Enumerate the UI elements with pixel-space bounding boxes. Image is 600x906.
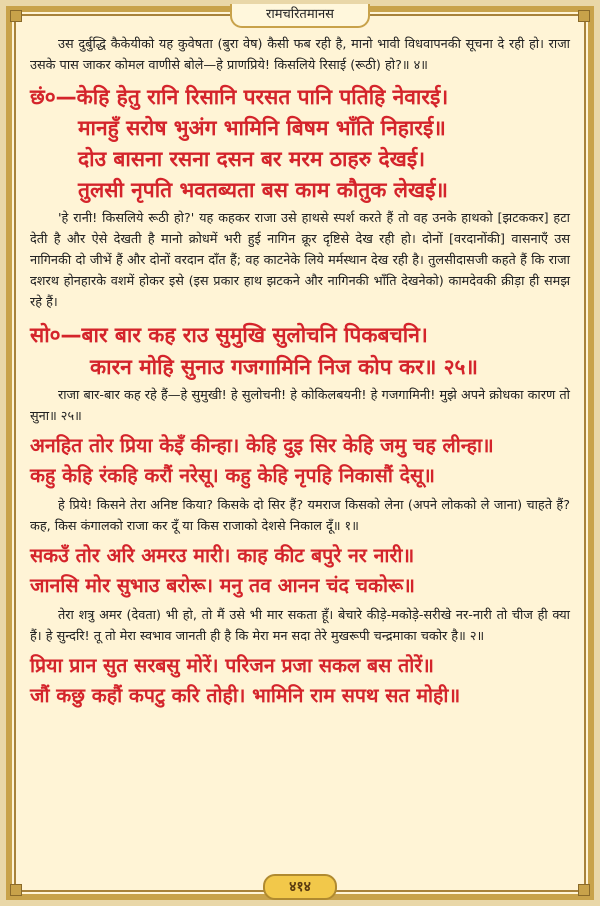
verse-line: मानहुँ सरोष भुअंग भामिनि बिषम भाँति निहारई॥ (78, 116, 446, 140)
corner-ornament-bottom-left (10, 884, 22, 896)
verse-line: सकउँ तोर अरि अमरउ मारी। काह कीट बपुरे नर नारी॥ (30, 544, 415, 567)
verse-line: जानसि मोर सुभाउ बरोरू। मनु तव आनन चंद चकोरू॥ (30, 574, 415, 597)
translation-paragraph: तेरा शत्रु अमर (देवता) भी हो, तो मैं उसे भी मार सकता हूँ। बेचारे कीड़े-मकोड़े-सरीखे नर-नारी तो चीज ही क्या हैं। हे सुन्दरि! तू तो मेरा स्वभाव जानती ही है कि मेरा मन सदा तेरे मुखरूपी चन्द्रमाका चकोर है॥ २॥ (30, 608, 570, 644)
verse-line: दोउ बासना रसना दसन बर मरम ठाहरु देखई। (78, 147, 426, 171)
verse-line: प्रिया प्रान सुत सरबसु मोरें। परिजन प्रजा सकल बस तोरें॥ (30, 654, 434, 677)
corner-ornament-top-right (578, 10, 590, 22)
corner-ornament-bottom-right (578, 884, 590, 896)
chhand-verse (30, 82, 570, 206)
verse-line: तुलसी नृपति भवतब्यता बस काम कौतुक लेखई॥ (78, 178, 449, 202)
corner-ornament-top-left (10, 10, 22, 22)
verse-line: छं०—केहि हेतु रानि रिसानि परसत पानि पतिहि नेवारई। (30, 85, 449, 109)
chaupai-verse (30, 541, 570, 601)
page-number: ४१४ (263, 874, 337, 900)
translation-paragraph: उस दुर्बुद्धि कैकेयीको यह कुवेषता (बुरा वेष) कैसी फब रही है, मानो भावी विधवापनकी सूचना दे रही हो। राजा उसके पास जाकर कोमल वाणीसे बोले—हे प्राणप्रिये! किसलिये रिसाई (रूठी) हो?॥ ४॥ (30, 37, 570, 73)
chaupai-verse (30, 651, 570, 711)
verse-line: कहु केहि रंकहि करौं नरेसू। कहु केहि नृपहि निकासौं देसू॥ (30, 464, 435, 487)
verse-line: सो०—बार बार कह राउ सुमुखि सुलोचनि पिकबचनि। (30, 323, 428, 347)
translation-paragraph: 'हे रानी! किसलिये रूठी हो?' यह कहकर राजा उसे हाथसे स्पर्श करते हैं तो वह उनके हाथको [झटककर] हटा देती है और ऐसे देखती है मानो क्रोधमें भरी हुई नागिन क्रूर दृष्टिसे देख रही हो। दोनों [वरदानोंकी] वासनाएँ उस नागिनकी दो जीभें हैं और दोनों वरदान दाँत हैं; वह काटनेके लिये मर्मस्थान देख रही है। तुलसीदासजी कहते हैं कि राजा दशरथ होनहारके वशमें होकर इसे (इस प्रकार हाथ झटकने और नागिनकी भाँति देखनेको) कामदेवकी क्रीड़ा ही समझ रहे हैं। (30, 211, 570, 310)
running-header: रामचरितमानस (230, 4, 370, 28)
verse-line: अनहित तोर प्रिया केइँ कीन्हा। केहि दुइ सिर केहि जमु चह लीन्हा॥ (30, 434, 494, 457)
translation-paragraph: राजा बार-बार कह रहे हैं—हे सुमुखी! हे सुलोचनी! हे कोकिलबयनी! हे गजगामिनी! मुझे अपने क्रोधका कारण तो सुना॥ २५॥ (30, 388, 570, 424)
verse-line: कारन मोहि सुनाउ गजगामिनि निज कोप कर॥ २५॥ (90, 355, 479, 379)
page-content (30, 34, 570, 715)
chaupai-verse (30, 431, 570, 491)
translation-paragraph: हे प्रिये! किसने तेरा अनिष्ट किया? किसके दो सिर हैं? यमराज किसको लेना (अपने लोकको ले जाना) चाहते हैं? कह, किस कंगालको राजा कर दूँ या किस राजाको देशसे निकाल दूँ॥ १॥ (30, 498, 570, 534)
sortha-verse (30, 319, 570, 383)
verse-line: जौं कछु कहौं कपटु करि तोही। भामिनि राम सपथ सत मोही॥ (30, 684, 461, 707)
